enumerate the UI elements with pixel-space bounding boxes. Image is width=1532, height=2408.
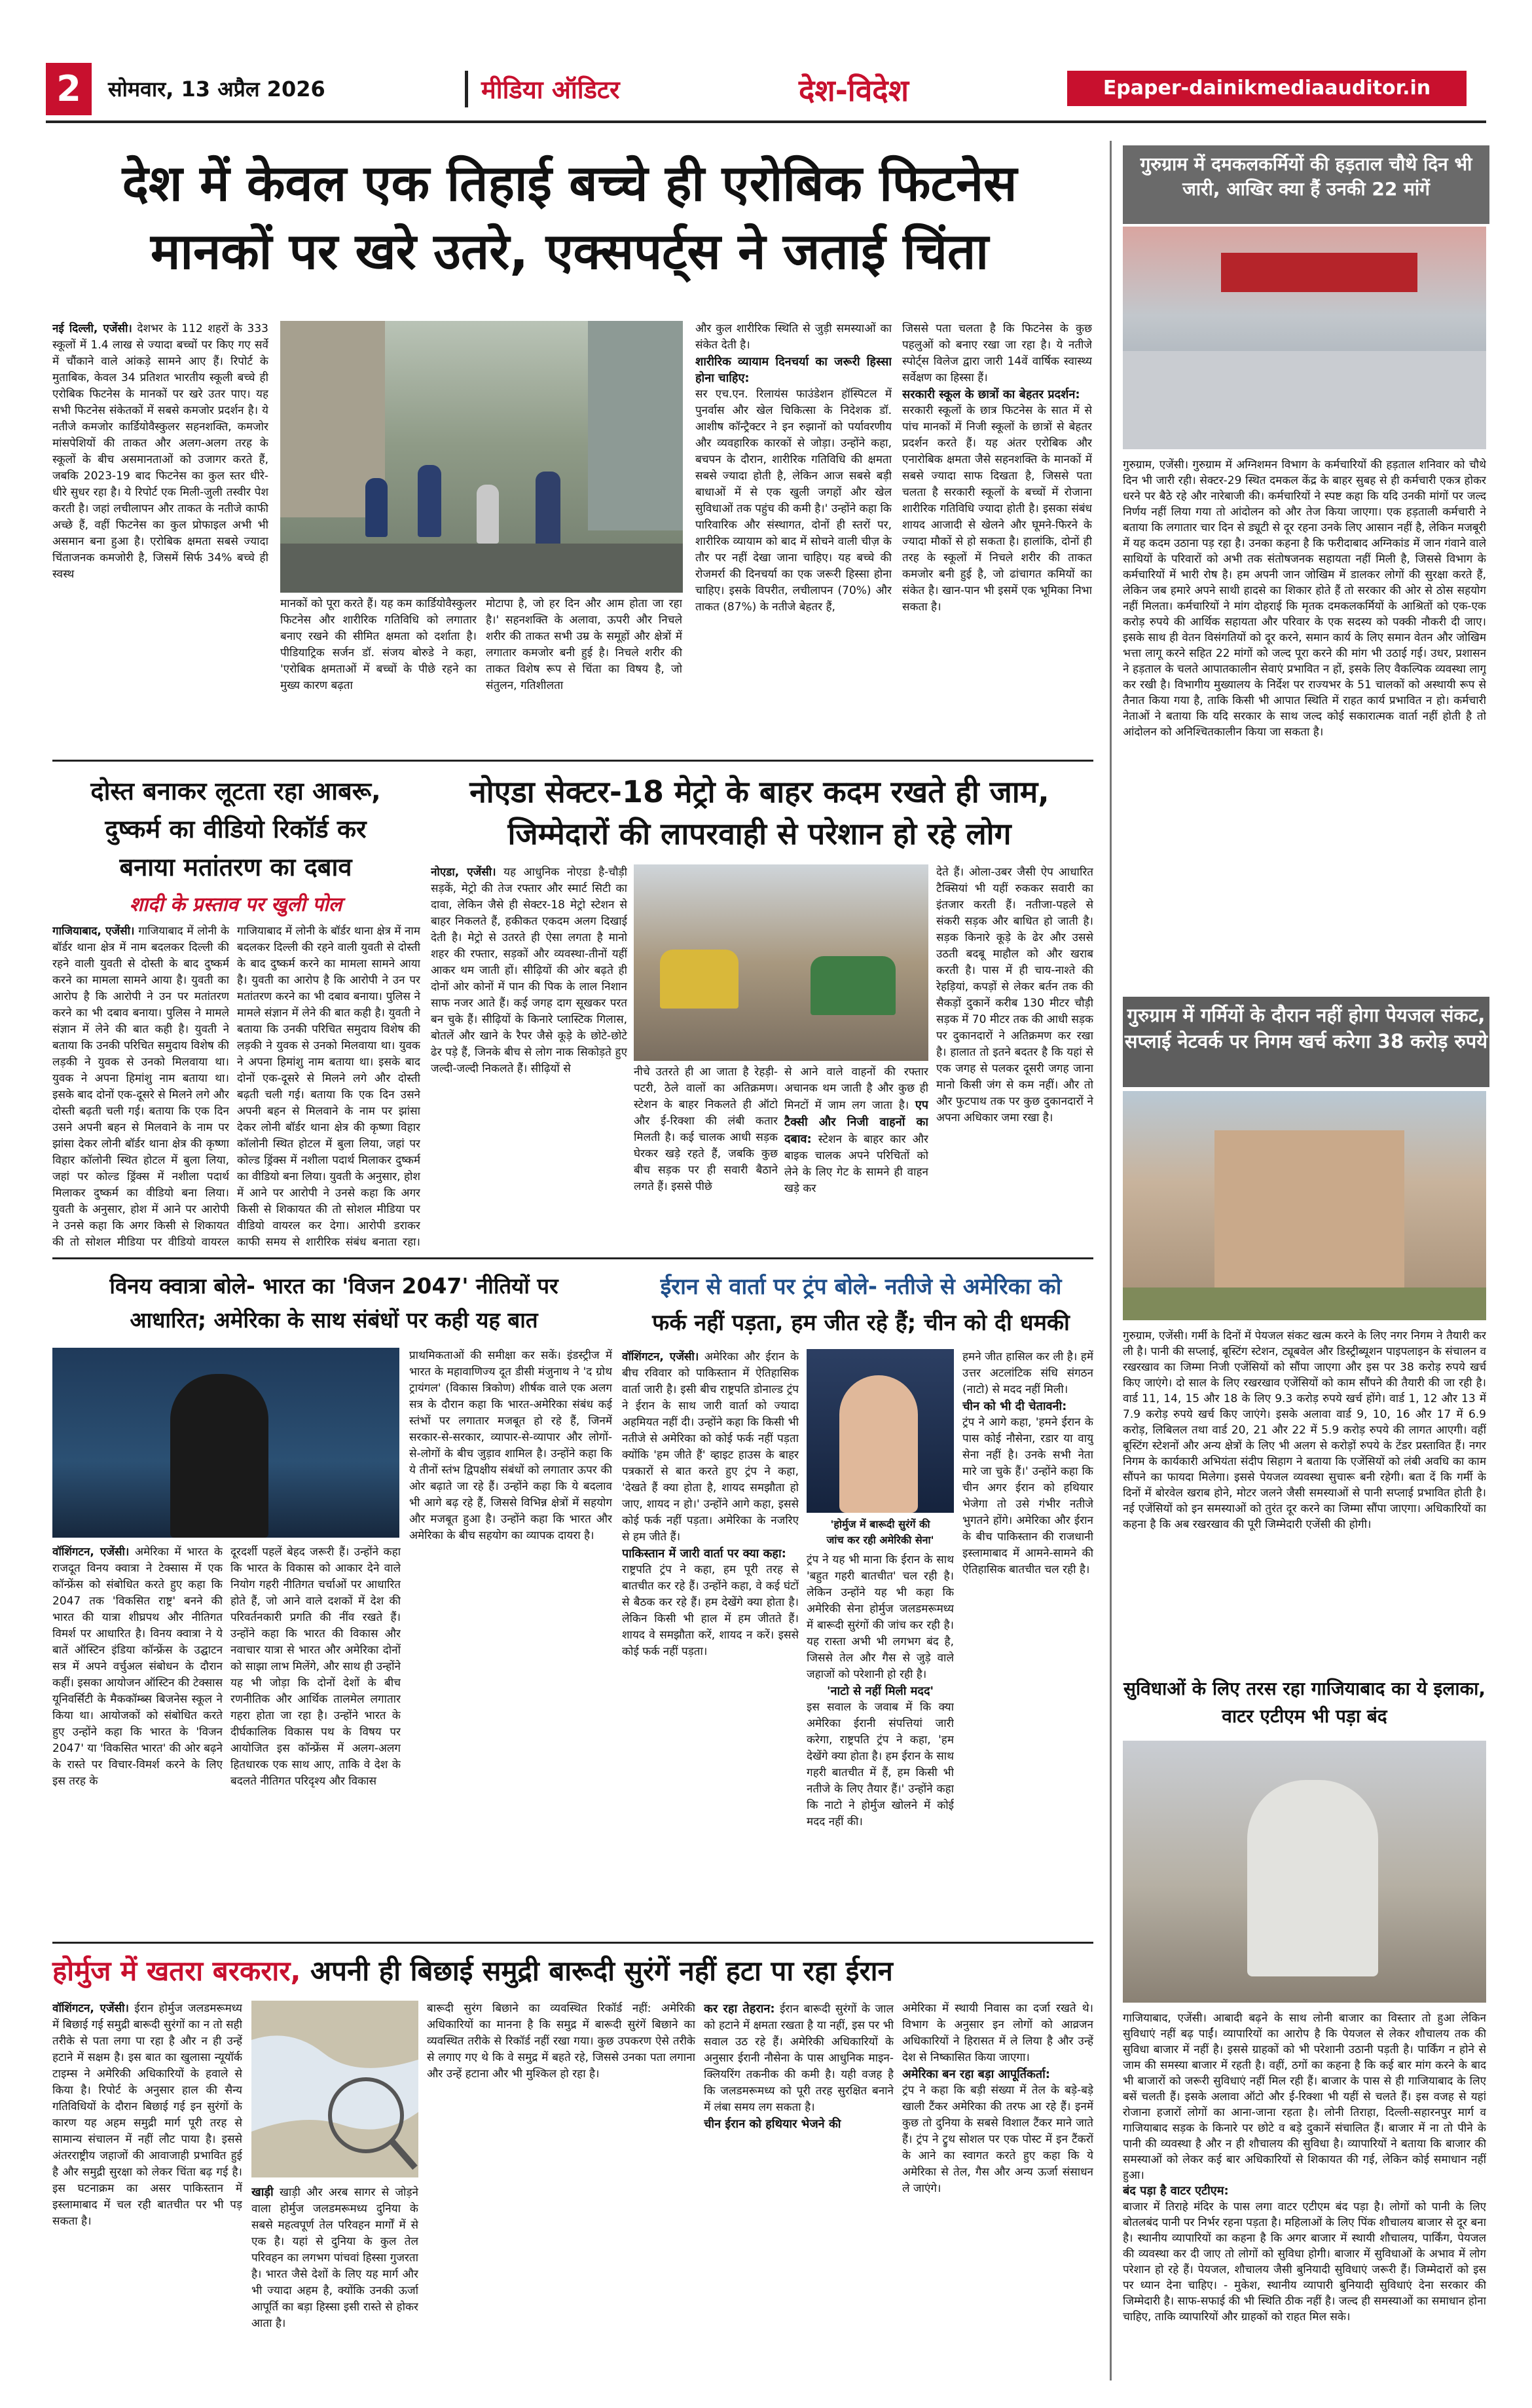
photo-speaker-figure <box>170 1374 268 1538</box>
noida-photo-traffic-jam <box>634 864 928 1061</box>
section-name: देश-विदेश <box>799 73 909 108</box>
hormuz-column-5 <box>902 2001 1093 2387</box>
photo-building <box>1214 1130 1404 1294</box>
hormuz-col4-tail: चीन ईरान को हथियार भेजने की <box>704 2117 841 2131</box>
rail-photo-water-atm <box>1123 1741 1486 2003</box>
noida-col3-subhead: एप टैक्सी और निजी वाहनों का दबाव: <box>784 1098 928 1146</box>
hormuz-col1-body: ईरान होर्मुज जलडमरूमध्य में बिछाई गई समुद्री बारूदी सुरंगों का न तो सही तरीके से पता लगा पा रहा है और न ही उन्हें हटाने में सक्षम है। इस बात का खुलासा न्यूयॉर्क टाइम्स ने अमेरिकी अधिकारियों के हवाले से किया है। रिपोर्ट के अनुसार हाल की सैन्य गतिविधियों के दौरान बिछाई गई इन सुरंगों के कारण यह अहम समुद्री मार्ग पूरी तरह से सामान्य संचालन में नहीं लौट पाया है। इससे अंतरराष्ट्रीय जहाजों की आवाजाही प्रभावित हुई है और समुद्री सुरक्षा को लेकर चिंता बढ़ गई है। इस घटनाक्रम का असर पाकिस्तान में इस्लामाबाद में चल रही बातचीत पर भी पड़ सकता है। <box>52 2002 242 2228</box>
hormuz-column-1 <box>52 2001 242 2387</box>
dost-column-2: गाजियाबाद में लोनी के बॉर्डर थाना क्षेत्र में नाम बदलकर दिल्ली की रहने वाली युवती से दोस्ती के बाद दुष्कर्म करने का मामला सामने आया है। युवती का आरोप है कि आरोपी ने उन पर मतांतरण करने का भी दबाव बनाया। पुलिस ने मामले संज्ञान में लेने की बात कही है। युवती ने बताया कि उनकी परिचित समुदाय विशेष की लड़की ने युवक से उनको मिलवाया था। युवक ने अपना हिमांशु नाम बताया था। इसके बाद दोनों एक-दूसरे से मिलने लगे और दोस्ती बढ़ती चली गई। बताया कि एक दिन उसने अपनी बहन से मिलवाने के नाम पर झांसा देकर लोनी बॉर्डर थाना क्षेत्र की कृष्णा विहार कॉलोनी स्थित होटल में बुला लिया, जहां पर कोल्ड ड्रिंक्स में नशीला पदार्थ मिलाकर दुष्कर्म का वीडियो बना लिया। युवती के अनुसार, होश में आने पर आरोपी ने उनसे कहा कि अगर किसी से शिकायत की तो सोशल मीडिया पर वीडियो वायरल कर देगा। आरोपी डराकर काफी समय से शारीरिक संबंध बनाता रहा। <box>237 925 420 1249</box>
iran-photo-caption-1: 'होर्मुज में बारूदी सुरंगें की <box>807 1517 954 1532</box>
iran-headline-2: फर्क नहीं पड़ता, हम जीत रहे हैं; चीन को दी धमकी <box>652 1310 1070 1336</box>
hormuz-col3-body: खाड़ी और अरब सागर से जोड़ने वाला होर्मुज जलडमरूमध्य दुनिया के सबसे महत्वपूर्ण तेल परिवहन मार्गों में से एक है। यहां से दुनिया के कुल तेल परिवहन का लगभग पांचवां हिस्सा गुजरता है। भारत जैसे देशों के लिए यह मार्ग और भी ज्यादा अहम है, क्योंकि उनकी ऊर्जा आपूर्ति का बड़ा हिस्सा इसी रास्ते से होकर आता है। <box>251 2186 418 2330</box>
lead-col4-subhead: शारीरिक व्यायाम दिनचर्या का जरूरी हिस्सा होना चाहिए: <box>695 355 892 385</box>
rail-story3-body-text: गाजियाबाद, एजेंसी। आबादी बढ़ने के साथ लोनी बाजार का विस्तार तो हुआ लेकिन सुविधाएं नहीं बढ़ पाईं। व्यापारियों का आरोप है कि पेयजल से लेकर शौचालय तक की सुविधा बाजार में नहीं है। इससे ग्राहकों को भी परेशानी उठानी पड़ती है। पार्किंग न होने से जाम की समस्या बाजार में रहती है। वहीं, ठगों का कहना है कि कई बार मांग करने के बाद भी बाजारों को जरूरी सुविधाएं नहीं मिल रही हैं। बाजार के पास से ही गाजियाबाद के लिए बसें चलती हैं। इसके अलावा ऑटो और ई-रिक्शा भी यहीं से चलते हैं। इस वजह से यहां रोजाना हजारों लोगों का आना-जाना रहता है। लोनी तिराहा, दिल्ली-सहारनपुर मार्ग व गाजियाबाद सड़क के किनारे पर छोटे व बड़े दुकानें संचालित हैं। बाजार में ना तो पीने के पानी की व्यवस्था है और न ही शौचालय की सुविधा है। व्यापारियों ने बताया कि बाजार की समस्याओं को लेकर कई बार अधिकारियों से शिकायत की गई, लेकिन कोई समाधान नहीं हुआ। <box>1123 2012 1486 2182</box>
photo-building <box>588 321 683 530</box>
iran-column-3 <box>962 1349 1093 1935</box>
dost-headline-3: बनाया मतांतरण का दबाव <box>119 853 352 881</box>
epaper-url[interactable]: Epaper-dainikmediaauditor.in <box>1067 71 1467 106</box>
lead-col4-lead: और कुल शारीरिक स्थिति से जुड़ी समस्याओं का संकेत देती है। <box>695 322 892 352</box>
lead-headline-line-1: देश में केवल एक तिहाई बच्चे ही एरोबिक फिटनेस <box>122 154 1017 212</box>
vinay-column-2: दूरदर्शी पहलें बेहद जरूरी हैं। उन्होंने कहा कि भारत के विकास को आकार देने वाले नियोग गहरी नीतिगत चर्चाओं पर आधारित होते हैं, जो आने वाले दशकों में देश की परिवर्तनकारी प्रगति की नींव रखते हैं। उन्होंने कहा कि भारत की विकास और नवाचार यात्रा से भारत और अमेरिका दोनों को साझा लाभ मिलेंगे, और साथ ही उन्होंने यह भी जोड़ा कि दोनों देशों के बीच रणनीतिक और आर्थिक तालमेल लगातार गहरा होता जा रहा है। उन्होंने भारत के दीर्घकालिक विकास पथ के विषय पर आयोजित इस कॉन्फ्रेंस में अलग-अलग हितधारक एक साथ आए, ताकि वे देश के बदलते नीतिगत परिदृश्य और विकास <box>230 1546 401 1788</box>
photo-road <box>280 544 683 593</box>
hormuz-column-3 <box>251 2184 418 2387</box>
noida-column-4: देते हैं। ओला-उबर जैसी ऐप आधारित टैक्सियां भी यहीं रुककर सवारी का इंतजार करती हैं। नतीजा-पहले से संकरी सड़क और बाधित हो जाती है। सड़क किनारे कूड़े के ढेर और उससे उठती बदबू माहौल को और खराब करती है। पास में ही चाय-नाश्ते की रेहड़ियां, कपड़ों से लेकर बर्तन तक की सैकड़ों दुकानें करीब 130 मीटर चौड़ी सड़क में 70 मीटर तक की आधी सड़क पर दुकानदारों ने अतिक्रमण कर रखा है। हालात तो इतने बदतर है कि यहां से एक जगह से पलकर दूसरी जगह जाना मानो किसी जंग से कम नहीं। और तो और फुटपाथ तक पर कुछ दुकानदारों ने अपना अधिकार जमा रखा है। <box>936 866 1093 1124</box>
vinay-col1-body: अमेरिका में भारत के राजदूत विनय क्वात्रा ने टेक्सास में एक कॉन्फ्रेंस को संबोधित करते हुए कहा कि 2047 तक 'विकसित राष्ट्र' बनने की भारत की यात्रा शीघ्रपथ और नीतिगत विमर्श पर आधारित है। विनय क्वात्रा ने ये बातें ऑस्टिन इंडिया कॉन्फ्रेंस के उद्घाटन सत्र में अपने वर्चुअल संबोधन के दौरान कहीं। इसका आयोजन ऑस्टिन की टेक्सास यूनिवर्सिटी के मैककॉम्ब्स बिजनेस स्कूल ने किया था। आयोजकों को संबोधित करते हुए उन्होंने कहा कि भारत के 'विजन 2047' या 'विकसित भारत' की ओर बढ़ने के रास्ते पर विचार-विमर्श करने के लिए इस तरह के <box>52 1546 223 1788</box>
dost-body: गाजियाबाद में लोनी के बॉर्डर थाना क्षेत्र में नाम बदलकर दिल्ली की रहने वाली युवती से दोस्ती के बाद दुष्कर्म करने का मामला सामने आया है। युवती का आरोप है कि आरोपी ने उन पर मतांतरण करने का भी दबाव बनाया। पुलिस ने मामले संज्ञान में लेने की बात कही है। युवती ने बताया कि उनकी परिचित समुदाय विशेष की लड़की ने युवक से उनको मिलवाया था। युवक ने अपना हिमांशु नाम बताया था। इसके बाद दोनों एक-दूसरे से मिलने लगे और दोस्ती बढ़ती चली गई। बताया कि एक दिन उसने अपनी बहन से मिलवाने के नाम पर झांसा देकर लोनी बॉर्डर थाना क्षेत्र की कृष्णा विहार कॉलोनी स्थित होटल में बुला लिया, जहां पर कोल्ड ड्रिंक्स में नशीला पदार्थ मिलाकर दुष्कर्म का वीडियो बना लिया। युवती के अनुसार, होश में आने पर आरोपी ने उनसे कहा कि अगर किसी से शिकायत की तो सोशल मीडिया पर वीडियो वायरल <box>52 925 229 1249</box>
rail-story3-body2: बाजार में तिराहे मंदिर के पास लगा वाटर एटीएम बंद पड़ा है। लोगों को पानी के लिए बोतलबंद पानी पर निर्भर रहना पड़ता है। महिलाओं के लिए पिंक शौचालय बाजार से दूर बना है। स्थानीय व्यापारियों का कहना है कि अगर बाजार में स्थायी शौचालय, पार्किंग, पेयजल की व्यवस्था कर दी जाए तो लोगों को सुविधा होगी। बाजार में सुविधाओं के अभाव में लोग परेशान हो रहे हैं। पेयजल, शौचालय जैसी बुनियादी सुविधाएं जरूरी हैं। जिम्मेदारों को इस पर ध्यान देना चाहिए। - मुकेश, स्थानीय व्यापारी बुनियादी सुविधाएं देना सरकार की जिम्मेदारी है। साफ-सफाई की भी स्थिति ठीक नहीं है। जल्द ही समस्याओं का समाधान होना चाहिए, ताकि व्यापारियों और ग्राहकों को राहत मिल सके। <box>1123 2200 1486 2324</box>
photo-trump-figure <box>839 1375 918 1513</box>
page-number-badge: 2 <box>46 63 92 115</box>
lead-column-4 <box>695 321 892 753</box>
hormuz-column-4 <box>704 2001 894 2387</box>
lead-col5-lead: जिससे पता चलता है कि फिटनेस के कुछ पहलुओं को बनाए रखा जा रहा है। ये नतीजे स्पोर्ट्स विलेज द्वारा जारी 14वें वार्षिक स्वास्थ्य सर्वेक्षण का हिस्सा हैं। <box>902 322 1092 384</box>
photo-runner <box>536 472 560 550</box>
photo-runner <box>418 465 441 537</box>
lead-col4-body: सर एच.एन. रिलायंस फाउंडेशन हॉस्पिटल में पुनर्वास और खेल चिकित्सा के निदेशक डॉ. आशीष कॉन्ट्रैक्टर ने इन रुझानों को पर्यावरणीय और व्यवहारिक कारकों से जोड़ा। उन्होंने कहा, बचपन के दौरान, शारीरिक गतिविधि की क्षमता सबसे ज्यादा होती है, लेकिन आज सबसे बड़ी बाधाओं में से एक खुली जगहों और खेल सुविधाओं तक पहुंच की कमी है।' उन्होंने कहा कि पारिवारिक और संस्थागत, दोनों ही स्तरों पर, शारीरिक व्यायाम को बाद में सोचने वाली चीज़ के तौर पर नहीं देखा जाना चाहिए। यह बच्चे की रोजमर्रा की दिनचर्या का एक जरूरी हिस्सा होना चाहिए। इसके विपरीत, लचीलापन (70%) और ताकत (87%) के नतीजे बेहतर हैं, <box>695 388 892 614</box>
rail-photo-firefighters-strike <box>1123 227 1486 449</box>
lead-column-1 <box>52 321 268 753</box>
photo-water-atm-kiosk <box>1247 1780 1378 1976</box>
vinay-column-3: प्राथमिकताओं की समीक्षा कर सकें। इंडस्ट्रीज में भारत के महावाणिज्य दूत डीसी मंजुनाथ ने 'द ग्रोथ ट्रायंगल' (विकास त्रिकोण) शीर्षक वाले एक अलग सत्र के दौरान कहा कि भारत-अमेरिका संबंध कई स्तंभों पर लगातार मजबूत हो रहे हैं, जिनमें सरकार-से-सरकार, व्यापार-से-व्यापार और लोगों-से-लोगों के बीच जुड़ाव शामिल है। उन्होंने कहा कि ये तीनों स्तंभ द्विपक्षीय संबंधों को लगातार ऊपर की ओर बढ़ाते जा रहे हैं। उन्होंने कहा कि ये बदलाव भी आगे बढ़ रहे हैं, जिससे विभिन्न क्षेत्रों में सहयोग और मजबूत हुआ है। उन्होंने कहा कि भारत और अमेरिका के बीच सहयोग का व्यापक दायरा है। <box>409 1349 612 1542</box>
vinay-dateline: वॉशिंगटन, एजेंसी। <box>52 1546 130 1559</box>
issue-date: सोमवार, 13 अप्रैल 2026 <box>108 77 325 102</box>
hormuz-map-caption: खाड़ी <box>251 2185 274 2199</box>
lead-column-5 <box>902 321 1092 753</box>
hormuz-headline <box>52 1952 1100 1991</box>
noida-col3-lead: से आने वाले वाहनों की रफ्तार अचानक थम जाती है और कुछ ही मिनटों में जाम लग जाता है। <box>784 1065 928 1112</box>
vinay-headline-2: आधारित; अमेरिका के साथ संबंधों पर कही यह बात <box>130 1307 538 1333</box>
hormuz-col5-subhead: अमेरिका बन रहा बड़ा आपूर्तिकर्ता: <box>902 2067 1050 2081</box>
iran-col3-body: ट्रंप ने आगे कहा, 'हमने ईरान के पास कोई नौसेना, रडार या वायु सेना नहीं है। उनके सभी नेता मारे जा चुके हैं।' उन्होंने कहा कि चीन अगर ईरान को हथियार भेजेगा तो उसे गंभीर नतीजे भुगतने होंगे। अमेरिका और ईरान के बीच पाकिस्तान की राजधानी इस्लामाबाद में आमने-सामने की ऐतिहासिक बातचीत चल रही है। <box>962 1416 1093 1576</box>
noida-headline-2: जिम्मेदारों की लापरवाही से परेशान हो रहे लोग <box>507 816 1012 851</box>
rail-story2-body: गुरुग्राम, एजेंसी। गर्मी के दिनों में पेयजल संकट खत्म करने के लिए नगर निगम ने तैयारी कर ली है। पानी की सप्लाई, बूस्टिंग स्टेशन, ट्यूबवेल और डिस्ट्रीब्यूशन पाइपलाइन के संचालन व रखरखाव का जिम्मा निजी एजेंसियों को सौंपा जाएगा और इस पर 38 करोड़ रुपये खर्च किए जाएंगे। दो साल के लिए रखरखाव एजेंसियों को काम सौंपने की तैयारी की जा रही है। वार्ड 11, 14, 15 और 18 के लिए 9.3 करोड़ रुपये खर्च होंगे। वार्ड 1, 12 और 13 में 7.9 करोड़ रुपये खर्च किए जाएंगे। इसके अलावा वार्ड 9, 10, 16 और 17 में 6.9 करोड़, लिबिलल तथा वार्ड 20, 21 और 22 में 5.9 करोड़ रुपये की लागत आएगी। वहीं बूस्टिंग स्टेशनों और अन्य क्षेत्रों के लिए भी अलग से करोड़ों रुपये के टेंडर प्रस्तावित हैं। नगर निगम के कार्यकारी अभियंता संदीप सिहाग ने बताया कि एजेंसियों को लंबी अवधि का काम सौंपने का फायदा मिलेगा। इससे पेयजल व्यवस्था सुचारू बनी रहेगी। बता दें कि गर्मी के दिनों में बोरवेल खराब होने, मोटर जलने जैसी समस्याओं से पानी सप्लाई प्रभावित होती है। नई एजेंसियों को इन समस्याओं को तुरंत दूर करने का जिम्मा सौंपा जाएगा। अधिकारियों का कहना है कि अब रखरखाव की पूरी जिम्मेदारी एजेंसी की होगी। <box>1123 1329 1486 1531</box>
vinay-column-1 <box>52 1544 223 1934</box>
masthead <box>46 63 1486 115</box>
noida-dateline: नोएडा, एजेंसी। <box>431 866 496 879</box>
dost-dateline: गाजियाबाद, एजेंसी। <box>52 925 135 938</box>
rail-story1-head-box: गुरुग्राम में दमकलकर्मियों की हड़ताल चौथे दिन भी जारी, आखिर क्या हैं उनकी 22 मांगें <box>1123 145 1489 224</box>
iran-col2-lead: ट्रंप ने यह भी माना कि ईरान के साथ 'बहुत गहरी बातचीत' चल रही है। लेकिन उन्होंने यह भी कहा कि अमेरिकी सेना होर्मुज जलडमरूमध्य में बारूदी सुरंगों की जांच कर रही है। यह रास्ता अभी भी लगभग बंद है, जिससे तेल और गैस से जुड़े वाले जहाजों को परेशानी हो रही है। <box>807 1553 954 1681</box>
noida-column-3 <box>784 1064 928 1251</box>
masthead-rule <box>46 120 1486 123</box>
rail-story3-subhead: बंद पड़ा है वाटर एटीएम: <box>1123 2184 1229 2198</box>
noida-column-1 <box>431 864 627 1251</box>
photo-autorickshaw <box>811 956 896 1015</box>
hormuz-dateline: वॉशिंगटन, एजेंसी। <box>52 2002 129 2015</box>
rail-story3-headline: सुविधाओं के लिए तरस रहा गाजियाबाद का ये इलाका, वाटर एटीएम भी पड़ा बंद <box>1123 1678 1486 1727</box>
photo-runner <box>477 485 499 544</box>
iran-col2-body: इस सवाल के जवाब में कि क्या अमेरिका ईरानी संपत्तियां जारी करेगा, राष्ट्रपति ट्रंप ने कहा, 'हम देखेंगे क्या होता है। हम ईरान के साथ गहरी बातचीत में हैं, हम किसी भी नतीजे के लिए तैयार हैं।' उन्होंने कहा कि नाटो ने होर्मुज खोलने में कोई मदद नहीं की। <box>807 1701 954 1828</box>
hormuz-col4-body: ईरान बारूदी सुरंगों के जाल को हटाने में क्षमता रखता है या नहीं, इस पर भी सवाल उठ रहे हैं। अमेरिकी अधिकारियों के अनुसार ईरानी नौसेना के पास आधुनिक माइन-क्लियरिंग तकनीक की कमी है। यही वजह है कि जलडमरूमध्य को पूरी तरह सुरक्षित बनाने में लंबा समय लग सकता है। <box>704 2003 894 2114</box>
iran-photo-trump <box>807 1349 954 1513</box>
rail-story3-body <box>1123 2010 1486 2384</box>
iran-col2-subhead: 'नाटो से नहीं मिली मदद' <box>826 1684 934 1698</box>
hormuz-map-graphic <box>251 2001 418 2177</box>
rail-story1-body: गुरुग्राम, एजेंसी। गुरुग्राम में अग्निशमन विभाग के कर्मचारियों की हड़ताल शनिवार को चौथे दिन भी जारी रही। सेक्टर-29 स्थित दमकल केंद्र के बाहर सुबह से ही कर्मचारी एकत्र होकर धरने पर बैठे रहे और नारेबाजी की। कर्मचारियों ने स्पष्ट कहा कि यदि उनकी मांगों पर जल्द निर्णय नहीं लिया गया तो आंदोलन को और तेज किया जाएगा। एक हड़ताली कर्मचारी ने बताया कि लगातार चार दिन से ड्यूटी से दूर रहना उनके लिए आसान नहीं है, लेकिन मजबूरी में यह कदम उठाना पड़ रहा है। उनका कहना है कि फरीदाबाद अग्निकांड में जान गंवाने वाले साथियों के परिवारों को अभी तक संतोषजनक सहायता नहीं मिली है, जिससे विभाग के कर्मचारियों में भारी रोष है। हम अपनी जान जोखिम में डालकर लोगों की सुरक्षा करते हैं, लेकिन जब हमारे अपने साथी हादसे का शिकार होते हैं तो सरकार की ओर से ठोस सहयोग नहीं मिलता। कर्मचारियों ने मांग दोहराई कि मृतक दमकलकर्मियों के आश्रितों को एक-एक करोड़ रुपये की आर्थिक सहायता और परिवार के एक सदस्य को पक्की नौकरी दी जाए। इसके साथ ही वेतन विसंगतियों को दूर करने, समान कार्य के लिए समान वेतन और जोखिम भत्ता लागू करने सहित 22 मांगों को जल्द पूरा करने की मांग भी उठाई गई। उधर, प्रशासन ने हड़ताल के चलते आपातकालीन सेवाएं प्रभावित न हों, इसके लिए वैकल्पिक व्यवस्था लागू कर रखी है। विभागीय मुख्यालय के निर्देश पर राज्यभर के 51 चालकों को अस्थायी रूप से तैनात किया गया है, ताकि किसी भी आपात स्थिति में राहत कार्य प्रभावित न हो। कर्मचारी नेताओं ने बताया कि यदि सरकार के साथ जल्द कोई सकारात्मक वार्ता नहीं होती है तो आंदोलन को अनिश्चितकालीन किया जा सकता है। <box>1123 458 1486 739</box>
iran-headline-1: ईरान से वार्ता पर ट्रंप बोले- नतीजे से अमेरिका को <box>660 1274 1062 1300</box>
mid-rule-1 <box>52 1257 1093 1259</box>
photo-lawn <box>1123 1287 1486 1320</box>
dost-kicker: शादी के प्रस्ताव पर खुली पोल <box>129 893 342 916</box>
photo-runner <box>365 478 388 537</box>
photo-autorickshaw <box>660 950 739 1009</box>
hormuz-col5-body: ट्रंप ने कहा कि बड़ी संख्या में तेल के बड़े-बड़े खाली टैंकर अमेरिका की तरफ आ रहे हैं। इनमें कुछ तो दुनिया के सबसे विशाल टैंकर माने जाते हैं। ट्रंप ने ट्रुथ सोशल पर एक पोस्ट में इन टैंकरों के आने का स्वागत करते हुए कहा कि ये अमेरिका से तेल, गैस और अन्य ऊर्जा संसाधन ले जाएंगे। <box>902 2084 1093 2195</box>
hormuz-col5-lead: अमेरिका में स्थायी निवास का दर्जा रखते थे। विभाग के अनुसार इन लोगों को आव्रजन अधिकारियों ने हिरासत में ले लिया है और उन्हें देश से निष्कासित किया जाएगा। <box>902 2002 1093 2064</box>
noida-column-2: नीचे उतरते ही आ जाता है रेहड़ी-पटरी, ठेले वालों का अतिक्रमण। स्टेशन के बाहर निकलते ही ऑटो और ई-रिक्शा की लंबी कतार मिलती है। कई चालक आधी सड़क घेरकर खड़े रहते हैं, जबकि कुछ बीच सड़क पर ही सवारी बैठाने लगते हैं। इससे पीछे <box>634 1065 778 1193</box>
iran-col3-lead: हमने जीत हासिल कर ली है। हमें उत्तर अटलांटिक संधि संगठन (नाटो) से मदद नहीं मिली। <box>962 1350 1093 1396</box>
iran-col1-body: अमेरिका और ईरान के बीच रविवार को पाकिस्तान में ऐतिहासिक वार्ता जारी है। इसी बीच राष्ट्रपति डोनाल्ड ट्रंप ने ईरान के साथ जारी वार्ता को ज्यादा अहमियत नहीं दी। उन्होंने कहा कि किसी भी नतीजे से अमेरिका को कोई फर्क नहीं पड़ता क्योंकि 'हम जीते हैं' व्हाइट हाउस के बाहर पत्रकारों से बात करते हुए ट्रंप ने कहा, 'देखते हैं क्या होता है, शायद समझौता हो जाए, शायद न हो।' उन्होंने आगे कहा, इससे कोई फर्क नहीं पड़ता। अमेरिका के नजरिए से हम जीते हैं। <box>622 1350 799 1544</box>
lead-headline-line-2: मानकों पर खरे उतरे, एक्सपर्ट्स ने जताई चिंता <box>150 222 989 280</box>
iran-dateline: वॉशिंगटन, एजेंसी। <box>622 1350 699 1363</box>
lead-bottom-rule <box>52 760 1093 762</box>
hormuz-headline-red: होर्मुज में खतरा बरकरार, <box>52 1955 301 1987</box>
dost-headline-2: दुष्कर्म का वीडियो रिकॉर्ड कर <box>105 815 367 843</box>
iran-col1-subhead: पाकिस्तान में जारी वार्ता पर क्या कहा: <box>622 1547 786 1561</box>
lead-col5-subhead: सरकारी स्कूल के छात्रों का बेहतर प्रदर्शन: <box>902 388 1080 401</box>
iran-column-1 <box>622 1349 799 1935</box>
iran-photo-caption-2: जांच कर रही अमेरिकी सेना' <box>807 1532 954 1547</box>
lead-dateline: नई दिल्ली, एजेंसी। <box>52 322 132 335</box>
hormuz-headline-black: अपनी ही बिछाई समुद्री बारूदी सुरंगें नहीं हटा पा रहा ईरान <box>301 1955 893 1987</box>
paper-name: मीडिया ऑडिटर <box>481 75 620 104</box>
dost-column-1 <box>52 923 229 1251</box>
photo-banner <box>1221 253 1417 292</box>
lead-col1-body: देशभर के 112 शहरों के 333 स्कूलों में 1.4 लाख से ज्यादा बच्चों पर किए गए सर्वे में चौंकाने वाले आंकड़े सामने आए हैं। रिपोर्ट के मुताबिक, केवल 34 प्रतिशत भारतीय स्कूली बच्चे ही एरोबिक फिटनेस के मानकों पर खरे उतर पाए। यह सभी फिटनेस संकेतकों में सबसे कमजोर प्रदर्शन है। ये नतीजे कमजोर कार्डियोवैस्कुलर सहनशक्ति, कमजोर मांसपेशियों की ताकत और अलग-अलग तरह के स्कूलों के बीच असमानताओं को उजागर करते हैं, जबकि 2023-19 बाद फिटनेस का कुल स्तर धीरे-धीरे सुधर रहा है। ये रिपोर्ट एक मिली-जुली तस्वीर पेश करती है। जहां लचीलापन और ताकत के नतीजे काफी अच्छे हैं, वहीं फिटनेस का कुल प्रोफाइल अभी भी असमान बना हुआ है। एरोबिक क्षमता सबसे ज्यादा चिंताजनक कमजोरी है, जिसमें सिर्फ 34% बच्चे ही स्वस्थ <box>52 322 268 581</box>
lead-photo-children-running <box>280 321 683 593</box>
noida-col1-body: यह आधुनिक नोएडा है-चौड़ी सड़कें, मेट्रो की तेज रफ्तार और स्मार्ट सिटी का दावा, लेकिन जैसे ही सेक्टर-18 मेट्रो स्टेशन से बाहर निकलते हैं, हकीकत एकदम अलग दिखाई देती है। मेट्रो से उतरते ही ऐसा लगता है मानो शहर की रफ्तार, सड़कों और व्यवस्था-तीनों यहीं आकर थम जाती हों। सीढ़ियों की ओर बढ़ते ही दोनों ओर कोनों में पान की पिक के लाल निशान साफ नजर आते हैं। कई जगह दाग सूखकर परत बन चुके हैं। सीढ़ियों के किनारे प्लास्टिक गिलास, बोतलें और खाने के रैपर जैसे कूड़े के छोटे-छोटे ढेर पड़े हैं, जिनके बीच से लोग नाक सिकोड़ते हुए जल्दी-जल्दी निकलते हैं। सीढ़ियों से <box>431 866 627 1075</box>
iran-column-2 <box>807 1552 954 1935</box>
dost-headline-1: दोस्त बनाकर लूटता रहा आबरू, <box>90 777 381 806</box>
photo-crowd <box>1123 351 1486 449</box>
rail-story2-head-box: गुरुग्राम में गर्मियों के दौरान नहीं होगा पेयजल संकट, सप्लाई नेटवर्क पर निगम खर्च करेगा 38 करोड़ रुपये <box>1123 997 1489 1087</box>
right-rail-divider <box>1110 141 1112 2380</box>
vinay-headline-1: विनय क्वात्रा बोले- भारत का 'विजन 2047' नीतियों पर <box>109 1273 558 1299</box>
iran-col1-body2: राष्ट्रपति ट्रंप ने कहा, हम पूरी तरह से बातचीत कर रहे हैं। उन्होंने कहा, वे कई घंटों से बैठक कर रहे हैं। हम देखेंगे क्या होता है। लेकिन किसी भी हाल में हम जीतते हैं। शायद वे समझौता करें, शायद न करें। इससे कोई फर्क नहीं पड़ता। <box>622 1563 799 1658</box>
lead-column-3: मोटापा है, जो हर दिन और आम होता जा रहा है।' सहनशक्ति के अलावा, ऊपरी और निचले शरीर की ताकत सभी उम्र के समूहों और क्षेत्रों में लगातार कमजोर बनी हुई है। निचले शरीर की ताकत विशेष रूप से चिंता का विषय है, जो संतुलन, गतिशीलता <box>486 597 682 692</box>
noida-col3-body: स्टेशन के बाहर कार और बाइक चालक अपने परिचितों को लेने के लिए गेट के सामने ही वाहन खड़े कर <box>784 1133 928 1195</box>
noida-headline-1: नोएडा सेक्टर-18 मेट्रो के बाहर कदम रखते ही जाम, <box>469 774 1049 809</box>
hormuz-column-2: बारूदी सुरंग बिछाने का व्यवस्थित रिकॉर्ड नहीं: अमेरिकी अधिकारियों का मानना है कि समुद्र में बारूदी सुरंगें बिछाने का व्यवस्थित तरीके से रिकॉर्ड नहीं रखा गया। कुछ उपकरण ऐसे तरीके से लगाए गए थे कि वे समुद्र में बहते रहे, जिससे उनका पता लगाना और उन्हें हटाना और भी मुश्किल हो रहा है। <box>427 2002 695 2081</box>
strait-map-icon <box>251 2001 418 2177</box>
hormuz-col4-subhead: कर रहा तेहरान: <box>704 2002 775 2016</box>
vinay-photo-speaker <box>52 1348 399 1538</box>
lead-column-2: मानकों को पूरा करते हैं। यह कम कार्डियोवैस्कुलर फिटनेस और शारीरिक गतिविधि को लगातार बनाए रखने की सीमित क्षमता को दर्शाता है। पीडियाट्रिक सर्जन डॉ. संजय बोरुडे ने कहा, 'एरोबिक क्षमताओं में बच्चों के पीछे रहने का मुख्य कारण बढ़ता <box>280 597 477 692</box>
rail-photo-municipal-building <box>1123 1091 1486 1320</box>
iran-col3-subhead: चीन को भी दी चेतावनी: <box>962 1399 1067 1413</box>
masthead-divider <box>465 71 468 107</box>
mid-rule-2 <box>52 1942 1093 1944</box>
lead-col5-body: सरकारी स्कूलों के छात्र फिटनेस के सात में से पांच मानकों में निजी स्कूलों के छात्रों से बेहतर प्रदर्शन करते हैं। यह अंतर एरोबिक और एनारोबिक क्षमता जैसे सहनशक्ति के मानकों में सबसे ज्यादा साफ दिखता है, जिससे पता चलता है सरकारी स्कूलों के बच्चों में रोजाना शारीरिक गतिविधि ज्यादा होती है। इसका संबंध शायद आजादी से खेलने और घूमने-फिरने के ज्यादा मौकों से हो सकता है। हालांकि, दोनों ही तरह के स्कूलों में निचले शरीर की ताकत कमजोर बनी हुई है, जो ढांचागत कमियों का संकेत है। खान-पान भी इसमें एक भूमिका निभा सकता है। <box>902 404 1092 614</box>
